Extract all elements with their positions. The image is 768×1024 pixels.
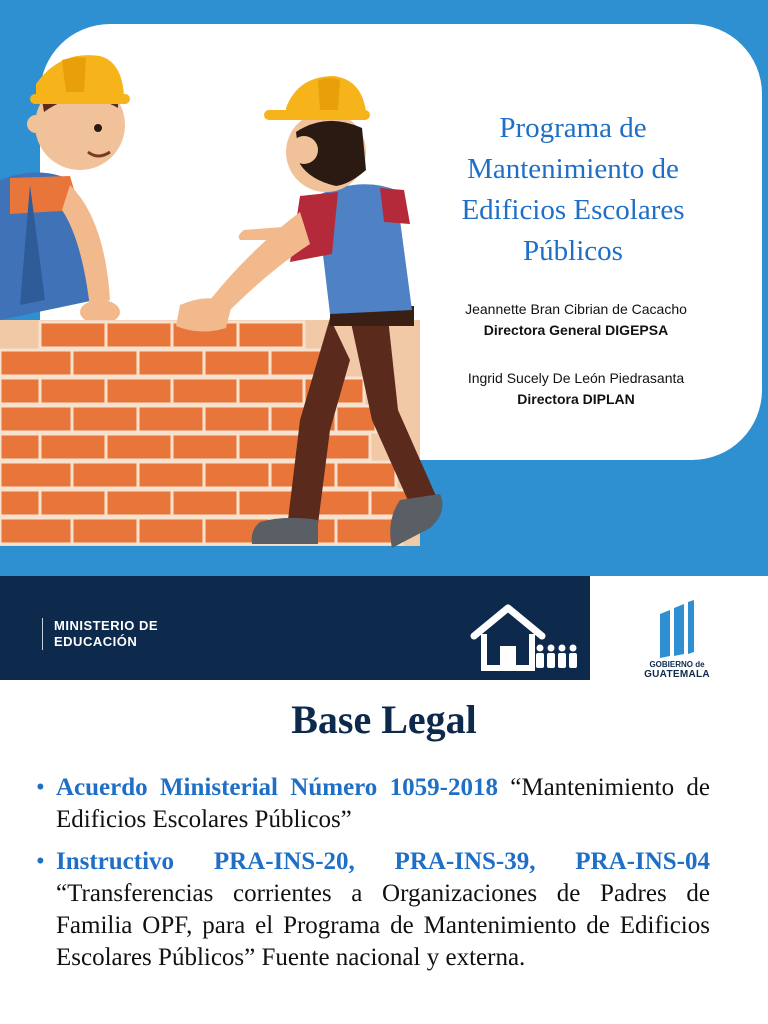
list-item bbox=[36, 846, 710, 974]
ministry-line: MINISTERIO DE bbox=[54, 618, 159, 633]
government-logo-text bbox=[632, 660, 722, 680]
legal-item-lead: Instructivo PRA-INS-20, PRA-INS-39, PRA-INS-04 bbox=[56, 848, 710, 875]
bullet-icon: • bbox=[36, 774, 45, 801]
legal-item-text: “Mantenimiento de Edificios Escolares Públicos” bbox=[56, 774, 711, 833]
government-line: GOBIERNO de bbox=[649, 660, 705, 669]
legal-basis-list bbox=[36, 772, 710, 984]
brick-wall bbox=[0, 320, 420, 546]
presenter-role: Directora General DIGEPSA bbox=[483, 322, 669, 338]
house-family-icon bbox=[470, 604, 578, 672]
government-logo-icon bbox=[656, 600, 696, 660]
presenter-role: Directora DIPLAN bbox=[517, 391, 635, 407]
legal-basis-slide bbox=[0, 680, 768, 1024]
presenter-2 bbox=[416, 368, 736, 410]
left-worker bbox=[0, 55, 130, 324]
workers-building-wall-illustration bbox=[0, 0, 460, 576]
ministry-logo-text bbox=[42, 618, 158, 650]
bullet-icon: • bbox=[36, 848, 45, 875]
title-line: Mantenimiento de bbox=[467, 153, 679, 185]
presenter-1 bbox=[416, 299, 736, 341]
slide-heading: Base Legal bbox=[291, 697, 477, 742]
title-line: Edificios Escolares bbox=[461, 194, 685, 226]
title-line: Públicos bbox=[523, 235, 623, 267]
legal-item-text: “Transferencias corrientes a Organizaciones de Padres de Familia OPF, para el Programa de Mantenimiento de Edificios Escolares Públicos” Fuente nacional y externa. bbox=[56, 880, 710, 971]
legal-item-lead: Acuerdo Ministerial Número 1059-2018 bbox=[56, 774, 498, 801]
program-title bbox=[408, 108, 738, 272]
list-item bbox=[36, 772, 710, 836]
title-line: Programa de bbox=[499, 112, 647, 144]
government-line: GUATEMALA bbox=[644, 669, 710, 680]
ministry-line: EDUCACIÓN bbox=[54, 634, 138, 649]
presenter-name: Ingrid Sucely De León Piedrasanta bbox=[467, 370, 685, 386]
presenter-name: Jeannette Bran Cibrian de Cacacho bbox=[465, 301, 687, 317]
